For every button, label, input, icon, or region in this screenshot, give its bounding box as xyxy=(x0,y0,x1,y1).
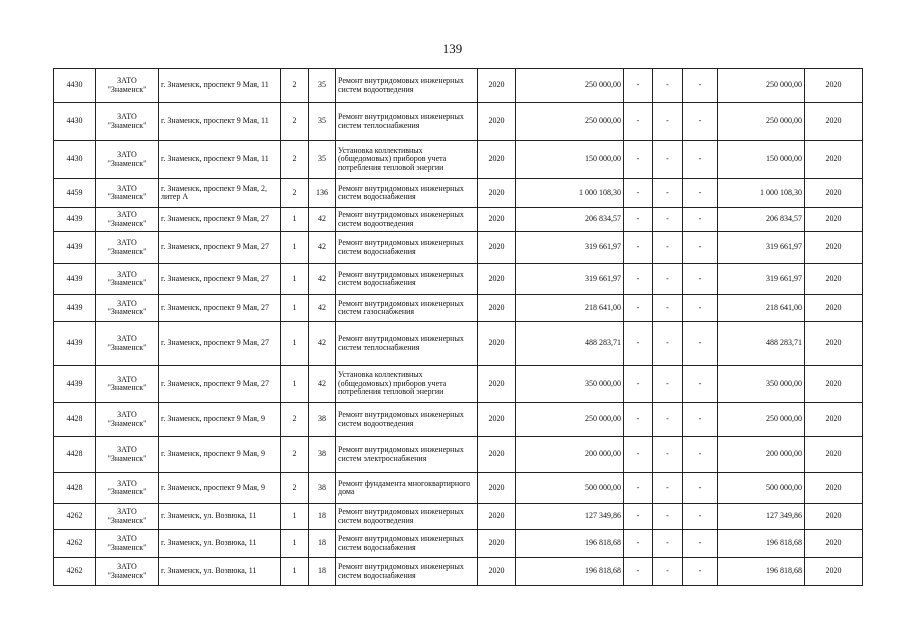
year-cell: 2020 xyxy=(478,366,516,403)
dash-cell: - xyxy=(653,208,683,232)
cost-cell: 319 661,97 xyxy=(516,264,624,295)
address-cell: г. Знаменск, ул. Возвюка, 11 xyxy=(159,504,281,530)
cost-cell: 1 000 108,30 xyxy=(516,179,624,208)
apartments-cell: 42 xyxy=(309,295,336,322)
dash-cell: - xyxy=(683,558,718,586)
floors-cell: 1 xyxy=(281,322,309,366)
dash-cell: - xyxy=(653,558,683,586)
floors-cell: 2 xyxy=(281,473,309,504)
completion-year-cell: 2020 xyxy=(805,504,863,530)
address-cell: г. Знаменск, проспект 9 Мая, 11 xyxy=(159,69,281,103)
total-cost-cell: 350 000,00 xyxy=(718,366,805,403)
address-cell: г. Знаменск, проспект 9 Мая, 27 xyxy=(159,264,281,295)
total-cost-cell: 488 283,71 xyxy=(718,322,805,366)
dash-cell: - xyxy=(653,366,683,403)
table-row xyxy=(54,69,863,103)
floors-cell: 1 xyxy=(281,232,309,264)
floors-cell: 2 xyxy=(281,69,309,103)
apartments-cell: 42 xyxy=(309,264,336,295)
municipality-cell: ЗАТО "Знаменск" xyxy=(96,366,159,403)
work-type-cell: Ремонт внутридомовых инженерных систем водоснабжения xyxy=(336,558,478,586)
apartments-cell: 136 xyxy=(309,179,336,208)
dash-cell: - xyxy=(683,437,718,473)
work-type-cell: Установка коллективных (общедомовых) приборов учета потребления тепловой энергии xyxy=(336,141,478,179)
completion-year-cell: 2020 xyxy=(805,558,863,586)
dash-cell: - xyxy=(683,473,718,504)
dash-cell: - xyxy=(624,141,653,179)
total-cost-cell: 250 000,00 xyxy=(718,403,805,437)
dash-cell: - xyxy=(683,179,718,208)
dash-cell: - xyxy=(624,232,653,264)
total-cost-cell: 196 818,68 xyxy=(718,530,805,558)
dash-cell: - xyxy=(683,295,718,322)
floors-cell: 2 xyxy=(281,141,309,179)
row-id: 4262 xyxy=(54,558,96,586)
address-cell: г. Знаменск, ул. Возвюка, 11 xyxy=(159,530,281,558)
apartments-cell: 35 xyxy=(309,103,336,141)
floors-cell: 1 xyxy=(281,208,309,232)
floors-cell: 1 xyxy=(281,366,309,403)
year-cell: 2020 xyxy=(478,141,516,179)
cost-cell: 218 641,00 xyxy=(516,295,624,322)
table-row xyxy=(54,103,863,141)
year-cell: 2020 xyxy=(478,69,516,103)
page-number: 139 xyxy=(442,41,463,56)
table-row xyxy=(54,232,863,264)
apartments-cell: 35 xyxy=(309,69,336,103)
completion-year-cell: 2020 xyxy=(805,366,863,403)
row-id: 4439 xyxy=(54,208,96,232)
address-cell: г. Знаменск, проспект 9 Мая, 11 xyxy=(159,141,281,179)
year-cell: 2020 xyxy=(478,558,516,586)
total-cost-cell: 500 000,00 xyxy=(718,473,805,504)
municipality-cell: ЗАТО "Знаменск" xyxy=(96,558,159,586)
work-type-cell: Ремонт внутридомовых инженерных систем водоснабжения xyxy=(336,232,478,264)
table-row xyxy=(54,530,863,558)
cost-cell: 500 000,00 xyxy=(516,473,624,504)
floors-cell: 1 xyxy=(281,530,309,558)
municipality-cell: ЗАТО "Знаменск" xyxy=(96,530,159,558)
total-cost-cell: 1 000 108,30 xyxy=(718,179,805,208)
dash-cell: - xyxy=(624,69,653,103)
work-type-cell: Ремонт внутридомовых инженерных систем водоотведения xyxy=(336,504,478,530)
dash-cell: - xyxy=(624,558,653,586)
work-type-cell: Ремонт внутридомовых инженерных систем электроснабжения xyxy=(336,437,478,473)
work-type-cell: Ремонт фундамента многоквартирного дома xyxy=(336,473,478,504)
completion-year-cell: 2020 xyxy=(805,232,863,264)
year-cell: 2020 xyxy=(478,530,516,558)
dash-cell: - xyxy=(624,473,653,504)
total-cost-cell: 150 000,00 xyxy=(718,141,805,179)
dash-cell: - xyxy=(683,208,718,232)
row-id: 4439 xyxy=(54,366,96,403)
dash-cell: - xyxy=(683,504,718,530)
row-id: 4430 xyxy=(54,69,96,103)
completion-year-cell: 2020 xyxy=(805,530,863,558)
year-cell: 2020 xyxy=(478,473,516,504)
year-cell: 2020 xyxy=(478,403,516,437)
apartments-cell: 42 xyxy=(309,208,336,232)
table-row xyxy=(54,558,863,586)
dash-cell: - xyxy=(653,403,683,437)
dash-cell: - xyxy=(653,473,683,504)
row-id: 4430 xyxy=(54,103,96,141)
year-cell: 2020 xyxy=(478,179,516,208)
cost-cell: 200 000,00 xyxy=(516,437,624,473)
dash-cell: - xyxy=(683,141,718,179)
total-cost-cell: 250 000,00 xyxy=(718,103,805,141)
row-id: 4439 xyxy=(54,295,96,322)
cost-cell: 250 000,00 xyxy=(516,103,624,141)
row-id: 4459 xyxy=(54,179,96,208)
row-id: 4439 xyxy=(54,232,96,264)
year-cell: 2020 xyxy=(478,504,516,530)
municipality-cell: ЗАТО "Знаменск" xyxy=(96,103,159,141)
floors-cell: 1 xyxy=(281,504,309,530)
row-id: 4428 xyxy=(54,437,96,473)
table-row xyxy=(54,504,863,530)
dash-cell: - xyxy=(653,295,683,322)
apartments-cell: 18 xyxy=(309,558,336,586)
address-cell: г. Знаменск, проспект 9 Мая, 27 xyxy=(159,208,281,232)
municipality-cell: ЗАТО "Знаменск" xyxy=(96,437,159,473)
municipality-cell: ЗАТО "Знаменск" xyxy=(96,232,159,264)
total-cost-cell: 319 661,97 xyxy=(718,232,805,264)
work-type-cell: Ремонт внутридомовых инженерных систем водоотведения xyxy=(336,208,478,232)
dash-cell: - xyxy=(624,179,653,208)
municipality-cell: ЗАТО "Знаменск" xyxy=(96,504,159,530)
address-cell: г. Знаменск, проспект 9 Мая, 9 xyxy=(159,473,281,504)
dash-cell: - xyxy=(624,264,653,295)
table-row xyxy=(54,366,863,403)
address-cell: г. Знаменск, проспект 9 Мая, 9 xyxy=(159,403,281,437)
total-cost-cell: 319 661,97 xyxy=(718,264,805,295)
municipality-cell: ЗАТО "Знаменск" xyxy=(96,264,159,295)
municipality-cell: ЗАТО "Знаменск" xyxy=(96,208,159,232)
dash-cell: - xyxy=(624,437,653,473)
address-cell: г. Знаменск, проспект 9 Мая, 11 xyxy=(159,103,281,141)
address-cell: г. Знаменск, проспект 9 Мая, 27 xyxy=(159,322,281,366)
completion-year-cell: 2020 xyxy=(805,264,863,295)
row-id: 4262 xyxy=(54,504,96,530)
floors-cell: 2 xyxy=(281,403,309,437)
apartments-cell: 42 xyxy=(309,232,336,264)
dash-cell: - xyxy=(624,403,653,437)
dash-cell: - xyxy=(624,208,653,232)
total-cost-cell: 206 834,57 xyxy=(718,208,805,232)
cost-cell: 196 818,68 xyxy=(516,558,624,586)
dash-cell: - xyxy=(653,322,683,366)
floors-cell: 2 xyxy=(281,179,309,208)
completion-year-cell: 2020 xyxy=(805,103,863,141)
table-row xyxy=(54,295,863,322)
dash-cell: - xyxy=(653,264,683,295)
apartments-cell: 35 xyxy=(309,141,336,179)
dash-cell: - xyxy=(683,69,718,103)
municipality-cell: ЗАТО "Знаменск" xyxy=(96,69,159,103)
work-type-cell: Ремонт внутридомовых инженерных систем водоотведения xyxy=(336,69,478,103)
floors-cell: 1 xyxy=(281,558,309,586)
table-row xyxy=(54,141,863,179)
year-cell: 2020 xyxy=(478,103,516,141)
total-cost-cell: 127 349,86 xyxy=(718,504,805,530)
table-row xyxy=(54,179,863,208)
table-row xyxy=(54,208,863,232)
cost-cell: 488 283,71 xyxy=(516,322,624,366)
municipality-cell: ЗАТО "Знаменск" xyxy=(96,141,159,179)
cost-cell: 196 818,68 xyxy=(516,530,624,558)
work-type-cell: Ремонт внутридомовых инженерных систем газоснабжения xyxy=(336,295,478,322)
floors-cell: 2 xyxy=(281,437,309,473)
dash-cell: - xyxy=(683,232,718,264)
dash-cell: - xyxy=(653,530,683,558)
year-cell: 2020 xyxy=(478,232,516,264)
dash-cell: - xyxy=(653,141,683,179)
dash-cell: - xyxy=(624,322,653,366)
dash-cell: - xyxy=(683,530,718,558)
work-type-cell: Ремонт внутридомовых инженерных систем теплоснабжения xyxy=(336,103,478,141)
completion-year-cell: 2020 xyxy=(805,437,863,473)
dash-cell: - xyxy=(653,179,683,208)
dash-cell: - xyxy=(624,103,653,141)
apartments-cell: 18 xyxy=(309,504,336,530)
year-cell: 2020 xyxy=(478,264,516,295)
row-id: 4439 xyxy=(54,322,96,366)
floors-cell: 1 xyxy=(281,264,309,295)
completion-year-cell: 2020 xyxy=(805,403,863,437)
work-type-cell: Ремонт внутридомовых инженерных систем водоснабжения xyxy=(336,179,478,208)
address-cell: г. Знаменск, проспект 9 Мая, 2, литер А xyxy=(159,179,281,208)
total-cost-cell: 196 818,68 xyxy=(718,558,805,586)
dash-cell: - xyxy=(683,366,718,403)
municipality-cell: ЗАТО "Знаменск" xyxy=(96,473,159,504)
address-cell: г. Знаменск, проспект 9 Мая, 27 xyxy=(159,232,281,264)
cost-cell: 250 000,00 xyxy=(516,403,624,437)
apartments-cell: 42 xyxy=(309,366,336,403)
municipality-cell: ЗАТО "Знаменск" xyxy=(96,295,159,322)
cost-cell: 350 000,00 xyxy=(516,366,624,403)
apartments-cell: 38 xyxy=(309,437,336,473)
cost-cell: 206 834,57 xyxy=(516,208,624,232)
work-type-cell: Ремонт внутридомовых инженерных систем теплоснабжения xyxy=(336,322,478,366)
row-id: 4262 xyxy=(54,530,96,558)
work-type-cell: Установка коллективных (общедомовых) приборов учета потребления тепловой энергии xyxy=(336,366,478,403)
year-cell: 2020 xyxy=(478,295,516,322)
completion-year-cell: 2020 xyxy=(805,473,863,504)
dash-cell: - xyxy=(683,403,718,437)
dash-cell: - xyxy=(624,295,653,322)
table-row xyxy=(54,264,863,295)
apartments-cell: 18 xyxy=(309,530,336,558)
total-cost-cell: 250 000,00 xyxy=(718,69,805,103)
repair-schedule-table xyxy=(53,68,863,586)
municipality-cell: ЗАТО "Знаменск" xyxy=(96,403,159,437)
cost-cell: 319 661,97 xyxy=(516,232,624,264)
row-id: 4439 xyxy=(54,264,96,295)
work-type-cell: Ремонт внутридомовых инженерных систем водоотведения xyxy=(336,403,478,437)
cost-cell: 150 000,00 xyxy=(516,141,624,179)
cost-cell: 250 000,00 xyxy=(516,69,624,103)
year-cell: 2020 xyxy=(478,437,516,473)
apartments-cell: 42 xyxy=(309,322,336,366)
work-type-cell: Ремонт внутридомовых инженерных систем водоснабжения xyxy=(336,530,478,558)
table-row xyxy=(54,403,863,437)
municipality-cell: ЗАТО "Знаменск" xyxy=(96,322,159,366)
dash-cell: - xyxy=(683,103,718,141)
table-row xyxy=(54,473,863,504)
year-cell: 2020 xyxy=(478,208,516,232)
address-cell: г. Знаменск, проспект 9 Мая, 27 xyxy=(159,366,281,403)
address-cell: г. Знаменск, ул. Возвюка, 11 xyxy=(159,558,281,586)
cost-cell: 127 349,86 xyxy=(516,504,624,530)
row-id: 4430 xyxy=(54,141,96,179)
address-cell: г. Знаменск, проспект 9 Мая, 27 xyxy=(159,295,281,322)
floors-cell: 1 xyxy=(281,295,309,322)
dash-cell: - xyxy=(624,366,653,403)
completion-year-cell: 2020 xyxy=(805,322,863,366)
municipality-cell: ЗАТО "Знаменск" xyxy=(96,179,159,208)
row-id: 4428 xyxy=(54,473,96,504)
total-cost-cell: 200 000,00 xyxy=(718,437,805,473)
work-type-cell: Ремонт внутридомовых инженерных систем водоснабжения xyxy=(336,264,478,295)
table-row xyxy=(54,322,863,366)
dash-cell: - xyxy=(683,264,718,295)
completion-year-cell: 2020 xyxy=(805,208,863,232)
dash-cell: - xyxy=(653,103,683,141)
floors-cell: 2 xyxy=(281,103,309,141)
total-cost-cell: 218 641,00 xyxy=(718,295,805,322)
dash-cell: - xyxy=(653,232,683,264)
year-cell: 2020 xyxy=(478,322,516,366)
completion-year-cell: 2020 xyxy=(805,295,863,322)
dash-cell: - xyxy=(624,504,653,530)
dash-cell: - xyxy=(653,69,683,103)
completion-year-cell: 2020 xyxy=(805,179,863,208)
apartments-cell: 38 xyxy=(309,473,336,504)
apartments-cell: 38 xyxy=(309,403,336,437)
dash-cell: - xyxy=(653,504,683,530)
address-cell: г. Знаменск, проспект 9 Мая, 9 xyxy=(159,437,281,473)
dash-cell: - xyxy=(624,530,653,558)
completion-year-cell: 2020 xyxy=(805,69,863,103)
row-id: 4428 xyxy=(54,403,96,437)
table-row xyxy=(54,437,863,473)
dash-cell: - xyxy=(683,322,718,366)
dash-cell: - xyxy=(653,437,683,473)
completion-year-cell: 2020 xyxy=(805,141,863,179)
